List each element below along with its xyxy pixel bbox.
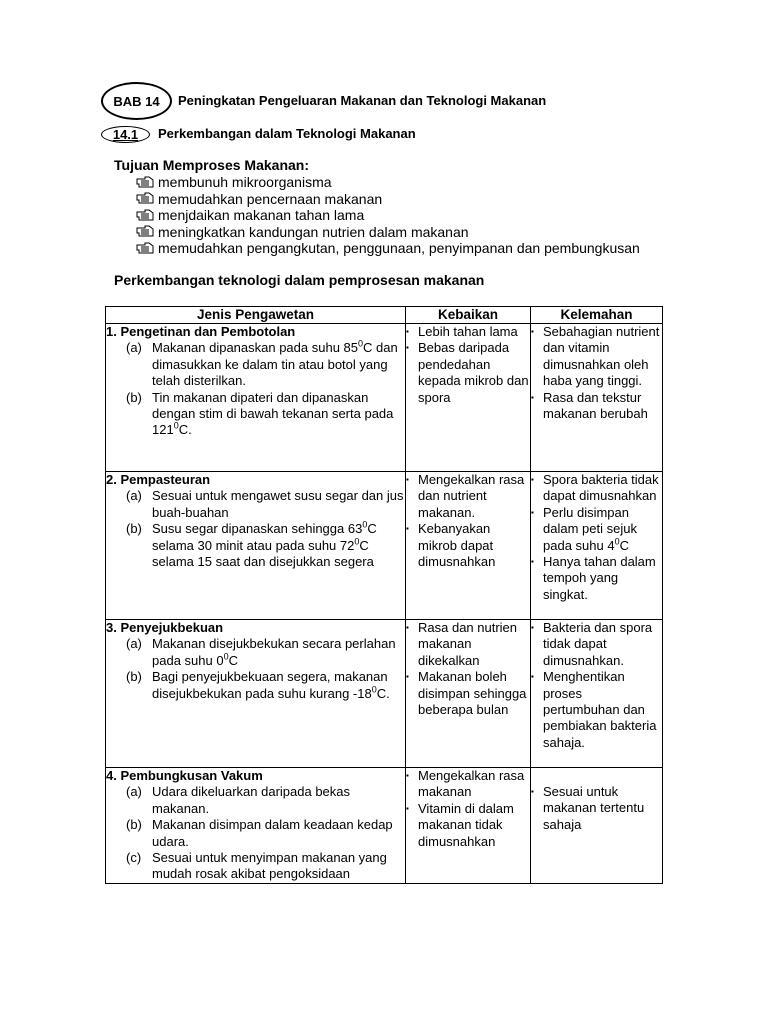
table-row <box>106 768 663 884</box>
purpose-item: memudahkan pencernaan makanan <box>136 191 640 208</box>
method-title: 3. Penyejukbekuan <box>106 620 224 635</box>
method-title: 2. Pempasteuran <box>106 472 211 487</box>
purpose-item: membunuh mikroorganisma <box>136 174 640 191</box>
section-title: Perkembangan dalam Teknologi Makanan <box>158 126 416 141</box>
disadvantage-item: ▪ Spora bakteria tidak dapat dimusnahkan <box>531 472 659 504</box>
advantage-item: ▪ Mengekalkan rasa makanan <box>406 768 525 800</box>
method-step: (a) Makanan disejukbekukan secara perlahan pada suhu $0^0C$ <box>126 636 396 668</box>
advantage-item: ▪ Kebanyakan mikrob dapat dimusnahkan <box>406 521 496 570</box>
method-cell <box>106 768 406 884</box>
method-step: (b) Tin makanan dipateri dan dipanaskan dengan stim di bawah tekanan serta pada $121^0C$. <box>126 389 394 438</box>
method-step: (b) Bagi penyejukbekuaan segera, makanan disejukbekukan pada suhu kurang $-18^0C$. <box>126 669 390 701</box>
advantage-item: ▪ Rasa dan nutrien makanan dikekalkan <box>406 620 518 668</box>
header-method: Jenis Pengawetan <box>106 307 406 324</box>
advantages-cell <box>406 472 531 620</box>
preservation-table <box>105 306 663 884</box>
chapter-label: BAB 14 <box>113 93 160 109</box>
advantage-item: ▪ Mengekalkan rasa dan nutrient makanan. <box>406 472 525 520</box>
method-step: (b) Susu segar dipanaskan sehingga $63^0C$ selama 30 minit atau pada suhu $72^0C$ selama 15 saat dan disejukkan segera <box>126 519 377 570</box>
purpose-heading: Tujuan Memproses Makanan: <box>114 157 310 173</box>
pointing-hand-icon <box>136 225 154 238</box>
purpose-item: menjdaikan makanan tahan lama <box>136 207 640 224</box>
pointing-hand-icon <box>136 192 154 205</box>
chapter-title: Peningkatan Pengeluaran Makanan dan Teknologi Makanan <box>178 93 547 108</box>
table-body <box>106 324 663 884</box>
section-number: 14.1 <box>112 127 139 142</box>
table-row <box>106 472 663 620</box>
development-heading: Perkembangan teknologi dalam pemprosesan makanan <box>114 272 485 288</box>
method-title: 4. Pembungkusan Vakum <box>106 768 263 783</box>
method-step: (a) Makanan dipanaskan pada suhu $85^0C$ dan dimasukkan ke dalam tin atau botol yang telah disterilkan. <box>126 339 398 389</box>
pointing-hand-icon <box>136 176 154 189</box>
advantage-item: ▪ Lebih tahan lama <box>406 324 518 339</box>
method-cell <box>106 620 406 768</box>
advantages-cell <box>406 768 531 884</box>
purpose-list <box>136 174 640 257</box>
pointing-hand-icon <box>136 209 154 222</box>
pointing-hand-icon <box>136 242 154 255</box>
method-step: (b) Makanan disimpan dalam keadaan kedap udara. <box>126 817 393 849</box>
disadvantage-item: ▪ Bakteria dan spora tidak dapat dimusnahkan. <box>531 620 653 668</box>
method-step: (c) Sesuai untuk menyimpan makanan yang mudah rosak akibat pengoksidaan <box>126 850 387 882</box>
table-row <box>106 324 663 472</box>
disadvantage-item: ▪ Sebahagian nutrient dan vitamin dimusnahkan oleh haba yang tinggi. <box>531 324 660 389</box>
header-disadvantages: Kelemahan <box>531 307 663 324</box>
advantage-item: ▪ Vitamin di dalam makanan tidak dimusnahkan <box>406 800 514 849</box>
method-cell <box>106 472 406 620</box>
disadvantage-item: ▪ Hanya tahan dalam tempoh yang singkat. <box>531 554 656 602</box>
disadvantages-cell <box>531 472 663 620</box>
purpose-item: meningkatkan kandungan nutrien dalam makanan <box>136 224 640 241</box>
method-cell <box>106 324 406 472</box>
header-advantages: Kebaikan <box>406 307 531 324</box>
disadvantages-cell <box>531 768 663 884</box>
disadvantage-item: ▪ Menghentikan proses pertumbuhan dan pembiakan bakteria sahaja. <box>531 669 657 750</box>
chapter-badge <box>101 82 172 120</box>
method-title: 1. Pengetinan dan Pembotolan <box>106 324 296 339</box>
table-header-row <box>106 307 663 324</box>
advantage-item: ▪ Makanan boleh disimpan sehingga beberapa bulan <box>406 669 527 718</box>
disadvantages-cell <box>531 324 663 472</box>
advantages-cell <box>406 324 531 472</box>
purpose-item: memudahkan pengangkutan, penggunaan, penyimpanan dan pembungkusan <box>136 240 640 257</box>
section-number-badge <box>101 126 150 143</box>
advantages-cell <box>406 620 531 768</box>
table-row <box>106 620 663 768</box>
advantage-item: ▪ Bebas daripada pendedahan kepada mikrob dan spora <box>406 340 529 405</box>
disadvantages-cell <box>531 620 663 768</box>
disadvantage-item: ▪ Perlu disimpan dalam peti sejuk pada suhu $4^0C$ <box>531 504 637 553</box>
method-step: (a) Udara dikeluarkan daripada bekas makanan. <box>126 784 351 816</box>
method-step: (a) Sesuai untuk mengawet susu segar dan jus buah-buahan <box>126 488 404 520</box>
disadvantage-item: ▪ Rasa dan tekstur makanan berubah <box>531 389 648 422</box>
disadvantage-item: ▪ Sesuai untuk makanan tertentu sahaja <box>531 784 645 832</box>
